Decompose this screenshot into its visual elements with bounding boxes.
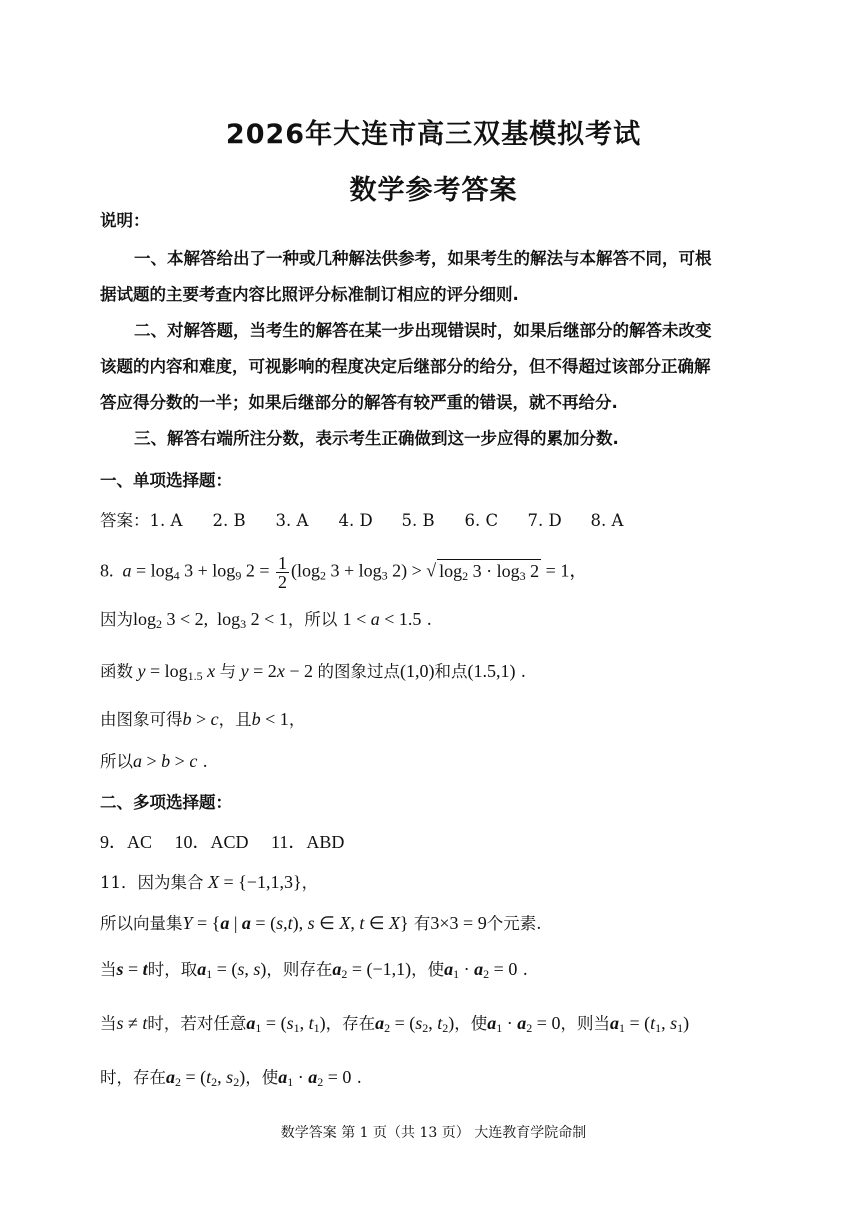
answers-prefix: 答案： [100,511,150,530]
section-2-answers: 9．AC 10．ACD 11．ABD [100,832,345,852]
q8-line-3: 函数 $y = \log_{1.5} x$ 与 y = 2x − 2 的图象过点(1,0)和点(1.5,1) . [100,661,526,683]
answer-7: 7. D [527,511,562,530]
section-1-answers [100,510,780,532]
answer-5: 5. B [401,511,435,530]
note-1-line-2: 据试题的主要考查内容比照评分标准制订相应的评分细则. [100,285,519,304]
page-footer: 数学答案 第 1 页（共 13 页） 大连教育学院命制 [280,1125,587,1141]
note-2-line-3: 答应得分数的一半；如果后继部分的解答有较严重的错误，就不再给分. [100,393,618,412]
answer-4: 4. D [338,511,373,530]
answer-2: 2. B [212,511,246,530]
q8-equation: 8. $a = \log_4 3 + \log_9 2$ = $\frac{1}{2}$ ($\log_2$ $3 + \log_3 2$) > √ $\log_2 3 \cdot \log_3 2 = 1$， [100,553,588,592]
note-1-line-1: 一、本解答给出了一种或几种解法供参考，如果考生的解法与本解答不同，可根 [134,249,712,268]
q8-line-5: 所以a > b > c . [100,751,208,771]
answer-3: 3. A [275,511,309,530]
section-2-heading: 二、多项选择题： [100,793,232,812]
answer-8: 8. A [590,511,624,530]
q8-line-4: 由图象可得b > c，且b < 1， [100,709,306,729]
note-3: 三、解答右端所注分数，表示考生正确做到这一步应得的累加分数. [134,429,619,448]
answer-1: 1. A [149,511,183,530]
q11-line-5: 时，存在$a_2 = (t_2$, $s_2$)，使$a_1 \cdot a_2 = 0$ . [100,1067,362,1089]
exam-subtitle: 数学参考答案 [349,175,518,206]
note-2-line-1: 二、对解答题，当考生的解答在某一步出现错误时，如果后继部分的解答未改变 [134,321,712,340]
answer-6: 6. C [464,511,499,530]
exam-title: 2026年大连市高三双基模拟考试 [225,119,642,150]
q11-line-3: 当s = t时，取$a_1 = (s$, s)，则存在$a_2 = (-1,1)$，使$a_1 \cdot a_2 = 0$ . [100,959,528,981]
q11-line-1: 11．因为集合 X = {−1,1,3}， [100,872,319,892]
note-2-line-2: 该题的内容和难度，可视影响的程度决定后继部分的给分，但不得超过该部分正确解 [100,357,711,376]
notes-heading: 说明： [100,211,150,230]
q11-line-2: 所以向量集Y = {a | a = (s,t), s ∈ X, t ∈ X} 有3×3 = 9个元素. [100,913,542,933]
section-1-heading: 一、单项选择题： [100,471,232,490]
q11-line-4: 当s ≠ t时，若对任意$a_1 = (s_1$, $t_1$)，存在$a_2 = (s_2$, $t_2$)，使$a_1 \cdot a_2 = 0$，则当$a_1 = (t_1$, $s_1$) [100,1013,690,1035]
q8-line-2: 因为$\log_2 3 < 2$, $\log_3 2 < 1$，所以 1 < a < 1.5 . [100,609,432,631]
